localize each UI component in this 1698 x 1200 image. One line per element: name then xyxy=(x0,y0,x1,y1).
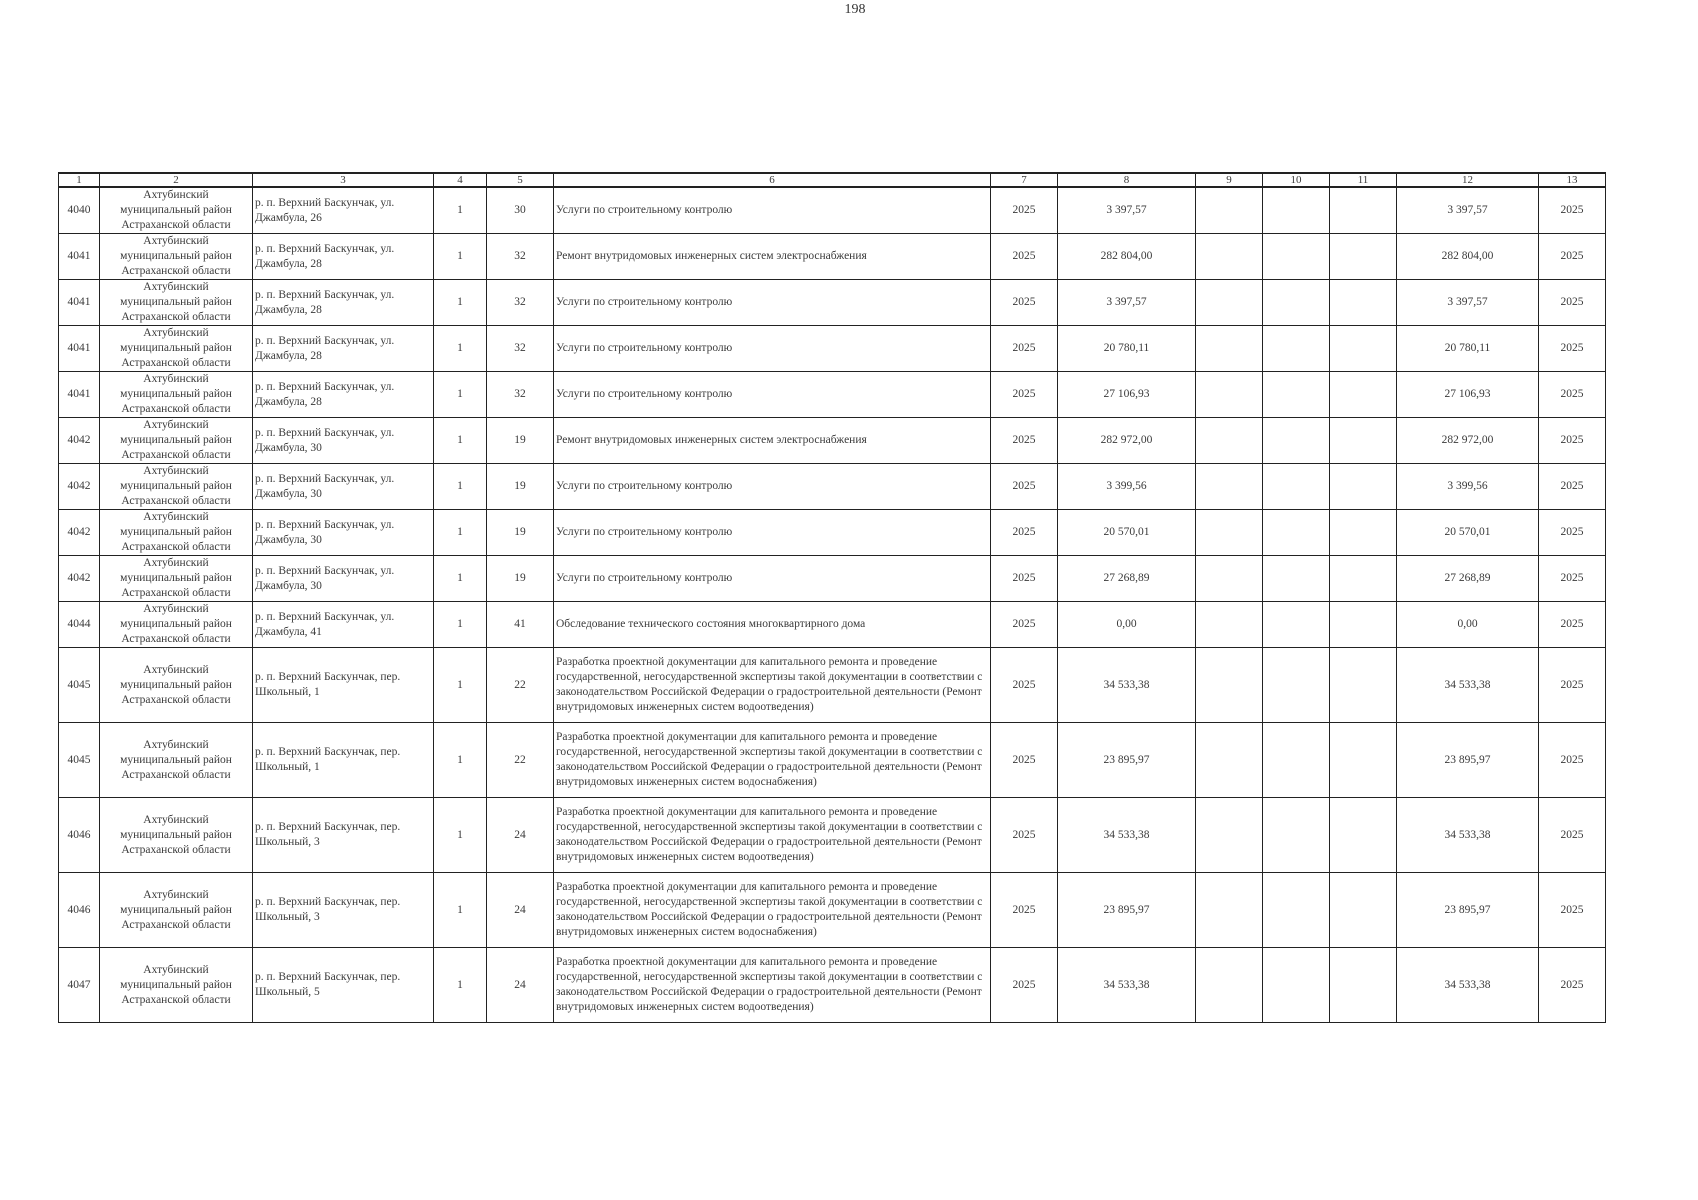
work-description-cell: Разработка проектной документации для капитального ремонта и проведение государственной, негосударственной экспертизы такой документации в соответствии с законодательством Российской Федерации о градостроительной деятельности (Ремонт внутридомовых инженерных систем водоснабжения) xyxy=(554,723,991,798)
year-cell: 2025 xyxy=(991,326,1058,372)
completion-year-cell: 2025 xyxy=(1539,372,1606,418)
column-header: 10 xyxy=(1263,173,1330,187)
col11-cell xyxy=(1330,873,1397,948)
work-description-cell: Услуги по строительному контролю xyxy=(554,280,991,326)
municipality-cell: Ахтубинский муниципальный район Астраханской области xyxy=(100,873,253,948)
total-amount-cell: 3 399,56 xyxy=(1397,464,1539,510)
table-row xyxy=(59,187,1606,234)
amount-cell: 23 895,97 xyxy=(1058,873,1196,948)
col4-cell: 1 xyxy=(434,280,487,326)
total-amount-cell: 3 397,57 xyxy=(1397,280,1539,326)
work-description-cell: Услуги по строительному контролю xyxy=(554,556,991,602)
col10-cell xyxy=(1263,326,1330,372)
year-cell: 2025 xyxy=(991,187,1058,234)
total-amount-cell: 27 106,93 xyxy=(1397,372,1539,418)
col10-cell xyxy=(1263,187,1330,234)
total-amount-cell: 34 533,38 xyxy=(1397,798,1539,873)
col5-cell: 19 xyxy=(487,556,554,602)
table-row xyxy=(59,326,1606,372)
municipality-cell: Ахтубинский муниципальный район Астраханской области xyxy=(100,556,253,602)
row-id-cell: 4041 xyxy=(59,234,100,280)
year-cell: 2025 xyxy=(991,510,1058,556)
year-cell: 2025 xyxy=(991,556,1058,602)
table-row xyxy=(59,372,1606,418)
col10-cell xyxy=(1263,556,1330,602)
address-cell: р. п. Верхний Баскунчак, ул. Джамбула, 28 xyxy=(253,372,434,418)
capital-repair-table xyxy=(58,172,1606,1023)
col5-cell: 19 xyxy=(487,418,554,464)
municipality-cell: Ахтубинский муниципальный район Астраханской области xyxy=(100,326,253,372)
municipality-cell: Ахтубинский муниципальный район Астраханской области xyxy=(100,418,253,464)
col4-cell: 1 xyxy=(434,648,487,723)
col9-cell xyxy=(1196,234,1263,280)
col9-cell xyxy=(1196,372,1263,418)
completion-year-cell: 2025 xyxy=(1539,326,1606,372)
column-header: 9 xyxy=(1196,173,1263,187)
completion-year-cell: 2025 xyxy=(1539,648,1606,723)
table-row xyxy=(59,464,1606,510)
municipality-cell: Ахтубинский муниципальный район Астраханской области xyxy=(100,723,253,798)
municipality-cell: Ахтубинский муниципальный район Астраханской области xyxy=(100,602,253,648)
table-row xyxy=(59,798,1606,873)
column-header: 12 xyxy=(1397,173,1539,187)
municipality-cell: Ахтубинский муниципальный район Астраханской области xyxy=(100,372,253,418)
col9-cell xyxy=(1196,326,1263,372)
year-cell: 2025 xyxy=(991,798,1058,873)
col4-cell: 1 xyxy=(434,234,487,280)
completion-year-cell: 2025 xyxy=(1539,602,1606,648)
municipality-cell: Ахтубинский муниципальный район Астраханской области xyxy=(100,187,253,234)
row-id-cell: 4046 xyxy=(59,798,100,873)
row-id-cell: 4044 xyxy=(59,602,100,648)
address-cell: р. п. Верхний Баскунчак, пер. Школьный, 1 xyxy=(253,723,434,798)
work-description-cell: Ремонт внутридомовых инженерных систем электроснабжения xyxy=(554,418,991,464)
table-row xyxy=(59,234,1606,280)
work-description-cell: Услуги по строительному контролю xyxy=(554,510,991,556)
amount-cell: 3 397,57 xyxy=(1058,280,1196,326)
col10-cell xyxy=(1263,602,1330,648)
col11-cell xyxy=(1330,280,1397,326)
col11-cell xyxy=(1330,948,1397,1023)
col5-cell: 41 xyxy=(487,602,554,648)
row-id-cell: 4041 xyxy=(59,280,100,326)
completion-year-cell: 2025 xyxy=(1539,510,1606,556)
year-cell: 2025 xyxy=(991,648,1058,723)
row-id-cell: 4041 xyxy=(59,326,100,372)
amount-cell: 3 397,57 xyxy=(1058,187,1196,234)
municipality-cell: Ахтубинский муниципальный район Астраханской области xyxy=(100,948,253,1023)
col4-cell: 1 xyxy=(434,556,487,602)
row-id-cell: 4042 xyxy=(59,464,100,510)
col4-cell: 1 xyxy=(434,326,487,372)
column-header: 8 xyxy=(1058,173,1196,187)
col5-cell: 22 xyxy=(487,723,554,798)
col11-cell xyxy=(1330,798,1397,873)
municipality-cell: Ахтубинский муниципальный район Астраханской области xyxy=(100,280,253,326)
municipality-cell: Ахтубинский муниципальный район Астраханской области xyxy=(100,798,253,873)
total-amount-cell: 3 397,57 xyxy=(1397,187,1539,234)
work-description-cell: Услуги по строительному контролю xyxy=(554,372,991,418)
table-row xyxy=(59,723,1606,798)
work-description-cell: Услуги по строительному контролю xyxy=(554,326,991,372)
work-description-cell: Обследование технического состояния многоквартирного дома xyxy=(554,602,991,648)
year-cell: 2025 xyxy=(991,418,1058,464)
amount-cell: 20 570,01 xyxy=(1058,510,1196,556)
year-cell: 2025 xyxy=(991,372,1058,418)
total-amount-cell: 20 780,11 xyxy=(1397,326,1539,372)
col10-cell xyxy=(1263,464,1330,510)
table-row xyxy=(59,556,1606,602)
header-row xyxy=(59,173,1606,187)
row-id-cell: 4042 xyxy=(59,556,100,602)
work-description-cell: Услуги по строительному контролю xyxy=(554,464,991,510)
completion-year-cell: 2025 xyxy=(1539,464,1606,510)
address-cell: р. п. Верхний Баскунчак, ул. Джамбула, 26 xyxy=(253,187,434,234)
col5-cell: 32 xyxy=(487,280,554,326)
col9-cell xyxy=(1196,510,1263,556)
municipality-cell: Ахтубинский муниципальный район Астраханской области xyxy=(100,234,253,280)
col5-cell: 19 xyxy=(487,464,554,510)
completion-year-cell: 2025 xyxy=(1539,187,1606,234)
table-row xyxy=(59,280,1606,326)
col10-cell xyxy=(1263,510,1330,556)
address-cell: р. п. Верхний Баскунчак, ул. Джамбула, 28 xyxy=(253,280,434,326)
year-cell: 2025 xyxy=(991,234,1058,280)
row-id-cell: 4041 xyxy=(59,372,100,418)
total-amount-cell: 34 533,38 xyxy=(1397,648,1539,723)
col5-cell: 19 xyxy=(487,510,554,556)
col10-cell xyxy=(1263,723,1330,798)
row-id-cell: 4046 xyxy=(59,873,100,948)
row-id-cell: 4042 xyxy=(59,510,100,556)
amount-cell: 0,00 xyxy=(1058,602,1196,648)
column-header: 4 xyxy=(434,173,487,187)
col9-cell xyxy=(1196,280,1263,326)
col4-cell: 1 xyxy=(434,723,487,798)
amount-cell: 27 106,93 xyxy=(1058,372,1196,418)
col9-cell xyxy=(1196,798,1263,873)
address-cell: р. п. Верхний Баскунчак, ул. Джамбула, 41 xyxy=(253,602,434,648)
amount-cell: 20 780,11 xyxy=(1058,326,1196,372)
total-amount-cell: 0,00 xyxy=(1397,602,1539,648)
col9-cell xyxy=(1196,464,1263,510)
col4-cell: 1 xyxy=(434,873,487,948)
address-cell: р. п. Верхний Баскунчак, ул. Джамбула, 30 xyxy=(253,556,434,602)
amount-cell: 282 804,00 xyxy=(1058,234,1196,280)
col10-cell xyxy=(1263,948,1330,1023)
col5-cell: 24 xyxy=(487,873,554,948)
completion-year-cell: 2025 xyxy=(1539,873,1606,948)
table-row xyxy=(59,418,1606,464)
address-cell: р. п. Верхний Баскунчак, ул. Джамбула, 28 xyxy=(253,234,434,280)
col5-cell: 32 xyxy=(487,372,554,418)
table-row xyxy=(59,602,1606,648)
completion-year-cell: 2025 xyxy=(1539,723,1606,798)
col4-cell: 1 xyxy=(434,510,487,556)
col5-cell: 24 xyxy=(487,948,554,1023)
column-header: 13 xyxy=(1539,173,1606,187)
total-amount-cell: 282 972,00 xyxy=(1397,418,1539,464)
col5-cell: 32 xyxy=(487,326,554,372)
col11-cell xyxy=(1330,556,1397,602)
row-id-cell: 4042 xyxy=(59,418,100,464)
address-cell: р. п. Верхний Баскунчак, ул. Джамбула, 28 xyxy=(253,326,434,372)
year-cell: 2025 xyxy=(991,602,1058,648)
col11-cell xyxy=(1330,723,1397,798)
work-description-cell: Разработка проектной документации для капитального ремонта и проведение государственной, негосударственной экспертизы такой документации в соответствии с законодательством Российской Федерации о градостроительной деятельности (Ремонт внутридомовых инженерных систем водоотведения) xyxy=(554,798,991,873)
address-cell: р. п. Верхний Баскунчак, пер. Школьный, 3 xyxy=(253,873,434,948)
amount-cell: 23 895,97 xyxy=(1058,723,1196,798)
total-amount-cell: 23 895,97 xyxy=(1397,723,1539,798)
column-header: 11 xyxy=(1330,173,1397,187)
row-id-cell: 4045 xyxy=(59,648,100,723)
col4-cell: 1 xyxy=(434,602,487,648)
col5-cell: 24 xyxy=(487,798,554,873)
col11-cell xyxy=(1330,418,1397,464)
col10-cell xyxy=(1263,873,1330,948)
col9-cell xyxy=(1196,873,1263,948)
work-description-cell: Услуги по строительному контролю xyxy=(554,187,991,234)
total-amount-cell: 23 895,97 xyxy=(1397,873,1539,948)
col10-cell xyxy=(1263,648,1330,723)
total-amount-cell: 282 804,00 xyxy=(1397,234,1539,280)
amount-cell: 27 268,89 xyxy=(1058,556,1196,602)
address-cell: р. п. Верхний Баскунчак, пер. Школьный, 1 xyxy=(253,648,434,723)
year-cell: 2025 xyxy=(991,948,1058,1023)
table-body xyxy=(59,187,1606,1023)
col9-cell xyxy=(1196,602,1263,648)
column-header: 6 xyxy=(554,173,991,187)
col9-cell xyxy=(1196,648,1263,723)
col9-cell xyxy=(1196,723,1263,798)
col9-cell xyxy=(1196,948,1263,1023)
year-cell: 2025 xyxy=(991,464,1058,510)
page-number: 198 xyxy=(844,2,866,17)
address-cell: р. п. Верхний Баскунчак, пер. Школьный, 5 xyxy=(253,948,434,1023)
row-id-cell: 4047 xyxy=(59,948,100,1023)
column-header: 2 xyxy=(100,173,253,187)
municipality-cell: Ахтубинский муниципальный район Астраханской области xyxy=(100,510,253,556)
col4-cell: 1 xyxy=(434,187,487,234)
col11-cell xyxy=(1330,510,1397,556)
col11-cell xyxy=(1330,648,1397,723)
municipality-cell: Ахтубинский муниципальный район Астраханской области xyxy=(100,648,253,723)
col11-cell xyxy=(1330,372,1397,418)
col9-cell xyxy=(1196,187,1263,234)
address-cell: р. п. Верхний Баскунчак, ул. Джамбула, 30 xyxy=(253,464,434,510)
row-id-cell: 4040 xyxy=(59,187,100,234)
column-header: 1 xyxy=(59,173,100,187)
total-amount-cell: 27 268,89 xyxy=(1397,556,1539,602)
total-amount-cell: 34 533,38 xyxy=(1397,948,1539,1023)
total-amount-cell: 20 570,01 xyxy=(1397,510,1539,556)
col5-cell: 30 xyxy=(487,187,554,234)
amount-cell: 282 972,00 xyxy=(1058,418,1196,464)
col4-cell: 1 xyxy=(434,798,487,873)
work-description-cell: Разработка проектной документации для капитального ремонта и проведение государственной, негосударственной экспертизы такой документации в соответствии с законодательством Российской Федерации о градостроительной деятельности (Ремонт внутридомовых инженерных систем водоотведения) xyxy=(554,948,991,1023)
completion-year-cell: 2025 xyxy=(1539,556,1606,602)
completion-year-cell: 2025 xyxy=(1539,948,1606,1023)
amount-cell: 34 533,38 xyxy=(1058,798,1196,873)
work-description-cell: Ремонт внутридомовых инженерных систем электроснабжения xyxy=(554,234,991,280)
col11-cell xyxy=(1330,234,1397,280)
municipality-cell: Ахтубинский муниципальный район Астраханской области xyxy=(100,464,253,510)
col10-cell xyxy=(1263,280,1330,326)
year-cell: 2025 xyxy=(991,280,1058,326)
work-description-cell: Разработка проектной документации для капитального ремонта и проведение государственной, негосударственной экспертизы такой документации в соответствии с законодательством Российской Федерации о градостроительной деятельности (Ремонт внутридомовых инженерных систем водоснабжения) xyxy=(554,873,991,948)
col10-cell xyxy=(1263,372,1330,418)
col10-cell xyxy=(1263,798,1330,873)
column-header: 3 xyxy=(253,173,434,187)
col4-cell: 1 xyxy=(434,464,487,510)
address-cell: р. п. Верхний Баскунчак, ул. Джамбула, 30 xyxy=(253,418,434,464)
amount-cell: 34 533,38 xyxy=(1058,948,1196,1023)
col4-cell: 1 xyxy=(434,418,487,464)
address-cell: р. п. Верхний Баскунчак, пер. Школьный, 3 xyxy=(253,798,434,873)
col11-cell xyxy=(1330,326,1397,372)
table-row xyxy=(59,648,1606,723)
amount-cell: 34 533,38 xyxy=(1058,648,1196,723)
column-header: 5 xyxy=(487,173,554,187)
completion-year-cell: 2025 xyxy=(1539,280,1606,326)
col11-cell xyxy=(1330,464,1397,510)
table-row xyxy=(59,948,1606,1023)
col11-cell xyxy=(1330,187,1397,234)
work-description-cell: Разработка проектной документации для капитального ремонта и проведение государственной, негосударственной экспертизы такой документации в соответствии с законодательством Российской Федерации о градостроительной деятельности (Ремонт внутридомовых инженерных систем водоотведения) xyxy=(554,648,991,723)
address-cell: р. п. Верхний Баскунчак, ул. Джамбула, 30 xyxy=(253,510,434,556)
col5-cell: 22 xyxy=(487,648,554,723)
col5-cell: 32 xyxy=(487,234,554,280)
amount-cell: 3 399,56 xyxy=(1058,464,1196,510)
col11-cell xyxy=(1330,602,1397,648)
col10-cell xyxy=(1263,418,1330,464)
table-row xyxy=(59,510,1606,556)
col10-cell xyxy=(1263,234,1330,280)
year-cell: 2025 xyxy=(991,873,1058,948)
completion-year-cell: 2025 xyxy=(1539,798,1606,873)
col4-cell: 1 xyxy=(434,948,487,1023)
col4-cell: 1 xyxy=(434,372,487,418)
row-id-cell: 4045 xyxy=(59,723,100,798)
col9-cell xyxy=(1196,418,1263,464)
year-cell: 2025 xyxy=(991,723,1058,798)
completion-year-cell: 2025 xyxy=(1539,234,1606,280)
col9-cell xyxy=(1196,556,1263,602)
column-header: 7 xyxy=(991,173,1058,187)
completion-year-cell: 2025 xyxy=(1539,418,1606,464)
table-row xyxy=(59,873,1606,948)
